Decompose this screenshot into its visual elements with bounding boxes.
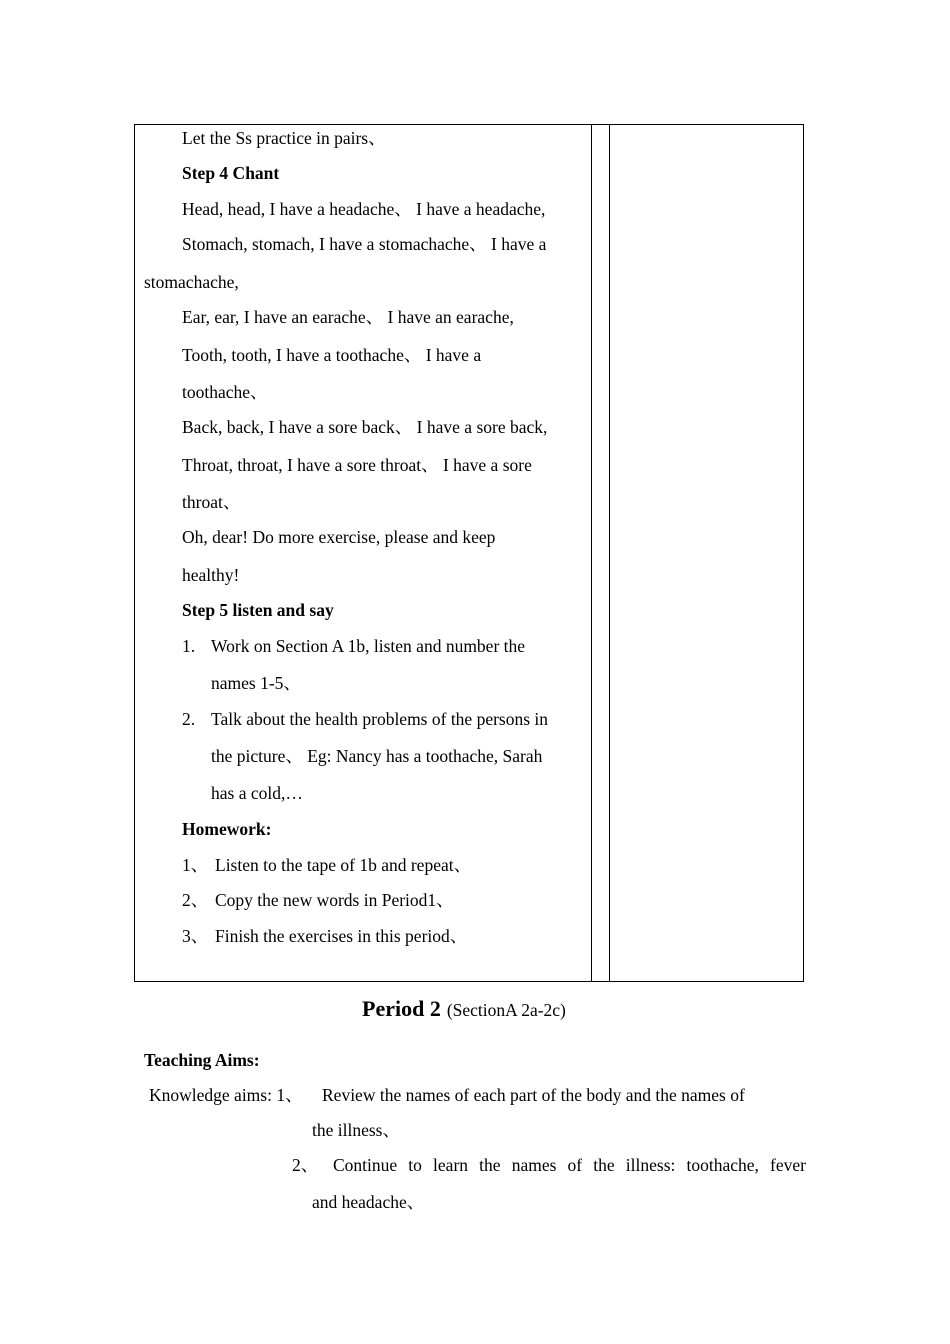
chant-line: Oh, dear! Do more exercise, please and keep [182,527,496,547]
homework-number: 1、 [182,855,209,875]
chant-line: stomachache, [144,272,239,292]
homework-text: Copy the new words in Period1、 [215,890,454,910]
chant-line: Throat, throat, I have a sore throat、 I have a sore [182,455,532,475]
column-divider-2 [609,125,610,981]
homework-text: Finish the exercises in this period、 [215,926,468,946]
teaching-aims-heading: Teaching Aims: [144,1050,260,1070]
step4-heading: Step 4 Chant [182,163,280,183]
step5-heading: Step 5 listen and say [182,600,334,620]
column-divider-1 [591,125,592,981]
chant-line: Back, back, I have a sore back、 I have a sore back, [182,417,548,437]
chant-line: Tooth, tooth, I have a toothache、 I have a [182,345,482,365]
chant-line: throat、 [182,492,241,512]
homework-heading: Homework: [182,819,272,839]
chant-line: healthy! [182,565,240,585]
aim-1-line-1: Review the names of each part of the body and the names of [322,1085,745,1105]
period-title-sub: (SectionA 2a-2c) [446,1000,566,1020]
homework-number: 3、 [182,926,209,946]
chant-line: Stomach, stomach, I have a stomachache、 I have a [182,234,547,254]
list-item-text: has a cold,… [211,783,303,803]
chant-line: toothache、 [182,382,268,402]
list-item-text: the picture、 Eg: Nancy has a toothache, Sarah [211,746,543,766]
practice-line: Let the Ss practice in pairs、 [182,128,386,148]
list-item-text: Talk about the health problems of the persons in [211,709,549,729]
homework-text: Listen to the tape of 1b and repeat、 [215,855,472,875]
list-item-text: names 1-5、 [211,673,301,693]
period-title-main: Period 2 [362,996,441,1021]
aim-2-line-2: and headache、 [312,1192,425,1212]
period-title [362,996,566,1022]
chant-line: Ear, ear, I have an earache、 I have an earache, [182,307,514,327]
chant-line: Head, head, I have a headache、 I have a headache, [182,199,546,219]
homework-number: 2、 [182,890,209,910]
aim-2-line-1: Continue to learn the names of the illness: toothache, fever [333,1155,806,1175]
aim-1-line-2: the illness、 [312,1120,400,1140]
knowledge-aims-label: Knowledge aims: 1、 [149,1085,303,1105]
aim-2-number: 2、 [292,1155,319,1175]
list-item-text: Work on Section A 1b, listen and number the [211,636,526,656]
list-item-number: 1. [182,636,196,656]
list-item-number: 2. [182,709,196,729]
